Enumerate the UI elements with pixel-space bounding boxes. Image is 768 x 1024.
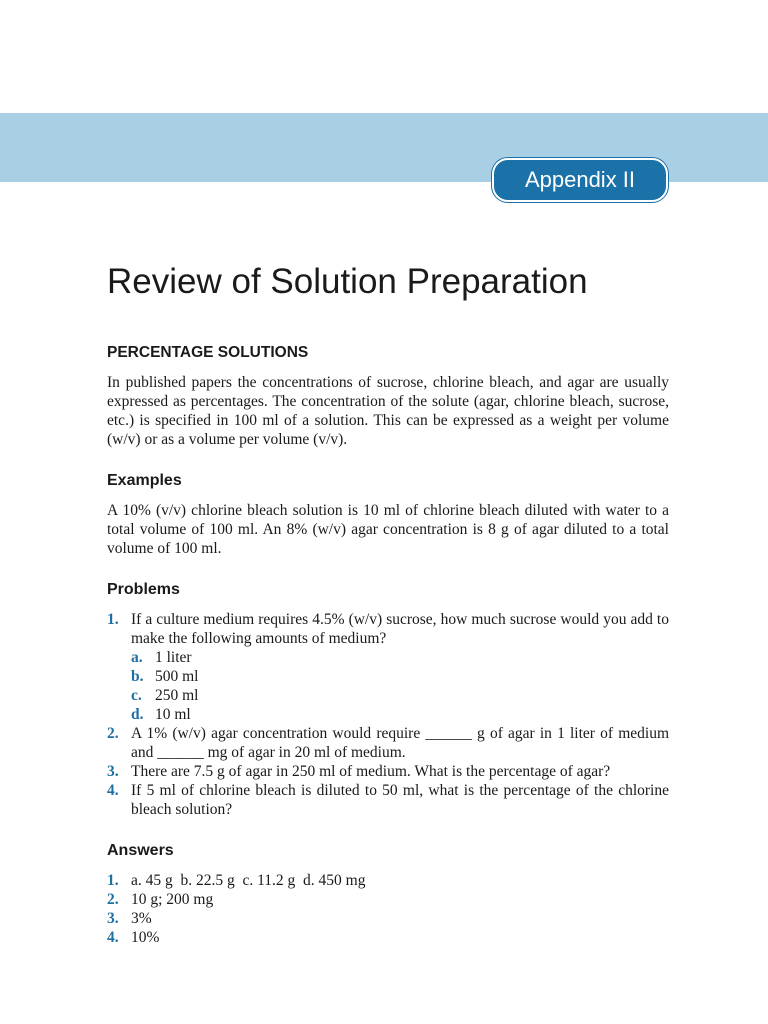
list-item: [107, 610, 669, 724]
item-number: 4.: [107, 782, 119, 799]
item-text: a. 45 g b. 22.5 g c. 11.2 g d. 450 mg: [131, 872, 366, 889]
item-number: 1.: [107, 611, 119, 628]
sub-list-item: [131, 648, 669, 667]
item-text: 3%: [131, 910, 152, 927]
item-text: 10 ml: [155, 706, 191, 723]
list-item: [107, 909, 669, 928]
item-text: 10 g; 200 mg: [131, 891, 214, 908]
item-number: 2.: [107, 891, 119, 908]
item-letter: c.: [131, 687, 142, 704]
problems-list: [107, 610, 669, 819]
item-letter: d.: [131, 706, 144, 723]
examples-paragraph: A 10% (v/v) chlorine bleach solution is 10 ml of chlorine bleach diluted with water to a total volume of 100 ml. An 8% (w/v) agar concentration is 8 g of agar diluted to a total volume of 100 ml.: [107, 502, 669, 557]
page-content: [107, 342, 669, 947]
list-item: [107, 724, 669, 762]
item-text: 250 ml: [155, 687, 199, 704]
section-heading: PERCENTAGE SOLUTIONS: [107, 344, 309, 361]
page-title: Review of Solution Preparation: [107, 262, 588, 301]
item-text: If 5 ml of chlorine bleach is diluted to 50 ml, what is the percentage of the chlorine bleach solution?: [131, 782, 669, 818]
item-text: There are 7.5 g of agar in 250 ml of medium. What is the percentage of agar?: [131, 763, 611, 780]
list-item: [107, 928, 669, 947]
item-letter: a.: [131, 649, 143, 666]
appendix-badge: Appendix II: [492, 158, 668, 202]
item-text: 500 ml: [155, 668, 199, 685]
item-number: 2.: [107, 725, 119, 742]
list-item: [107, 781, 669, 819]
sub-list-item: [131, 705, 669, 724]
examples-heading: Examples: [107, 472, 182, 489]
list-item: [107, 762, 669, 781]
problems-heading: Problems: [107, 581, 180, 598]
item-number: 3.: [107, 763, 119, 780]
item-number: 1.: [107, 872, 119, 889]
list-item: [107, 871, 669, 890]
list-item: [107, 890, 669, 909]
answers-list: [107, 871, 669, 947]
item-text: If a culture medium requires 4.5% (w/v) sucrose, how much sucrose would you add to make the following amounts of medium?: [131, 611, 669, 647]
intro-paragraph: In published papers the concentrations of sucrose, chlorine bleach, and agar are usually expressed as percentages. The concentration of the solute (agar, chlorine bleach, sucrose, etc.) is specified in 100 ml of a solution. This can be expressed as a weight per volume (w/v) or as a volume per volume (v/v).: [107, 374, 669, 448]
item-number: 4.: [107, 929, 119, 946]
sub-list-item: [131, 667, 669, 686]
item-text: 10%: [131, 929, 160, 946]
sub-list: [131, 648, 669, 724]
sub-list-item: [131, 686, 669, 705]
item-letter: b.: [131, 668, 144, 685]
answers-heading: Answers: [107, 842, 174, 859]
item-number: 3.: [107, 910, 119, 927]
item-text: A 1% (w/v) agar concentration would require ______ g of agar in 1 liter of medium and ______ mg of agar in 20 ml of medium.: [131, 725, 669, 761]
item-text: 1 liter: [155, 649, 192, 666]
